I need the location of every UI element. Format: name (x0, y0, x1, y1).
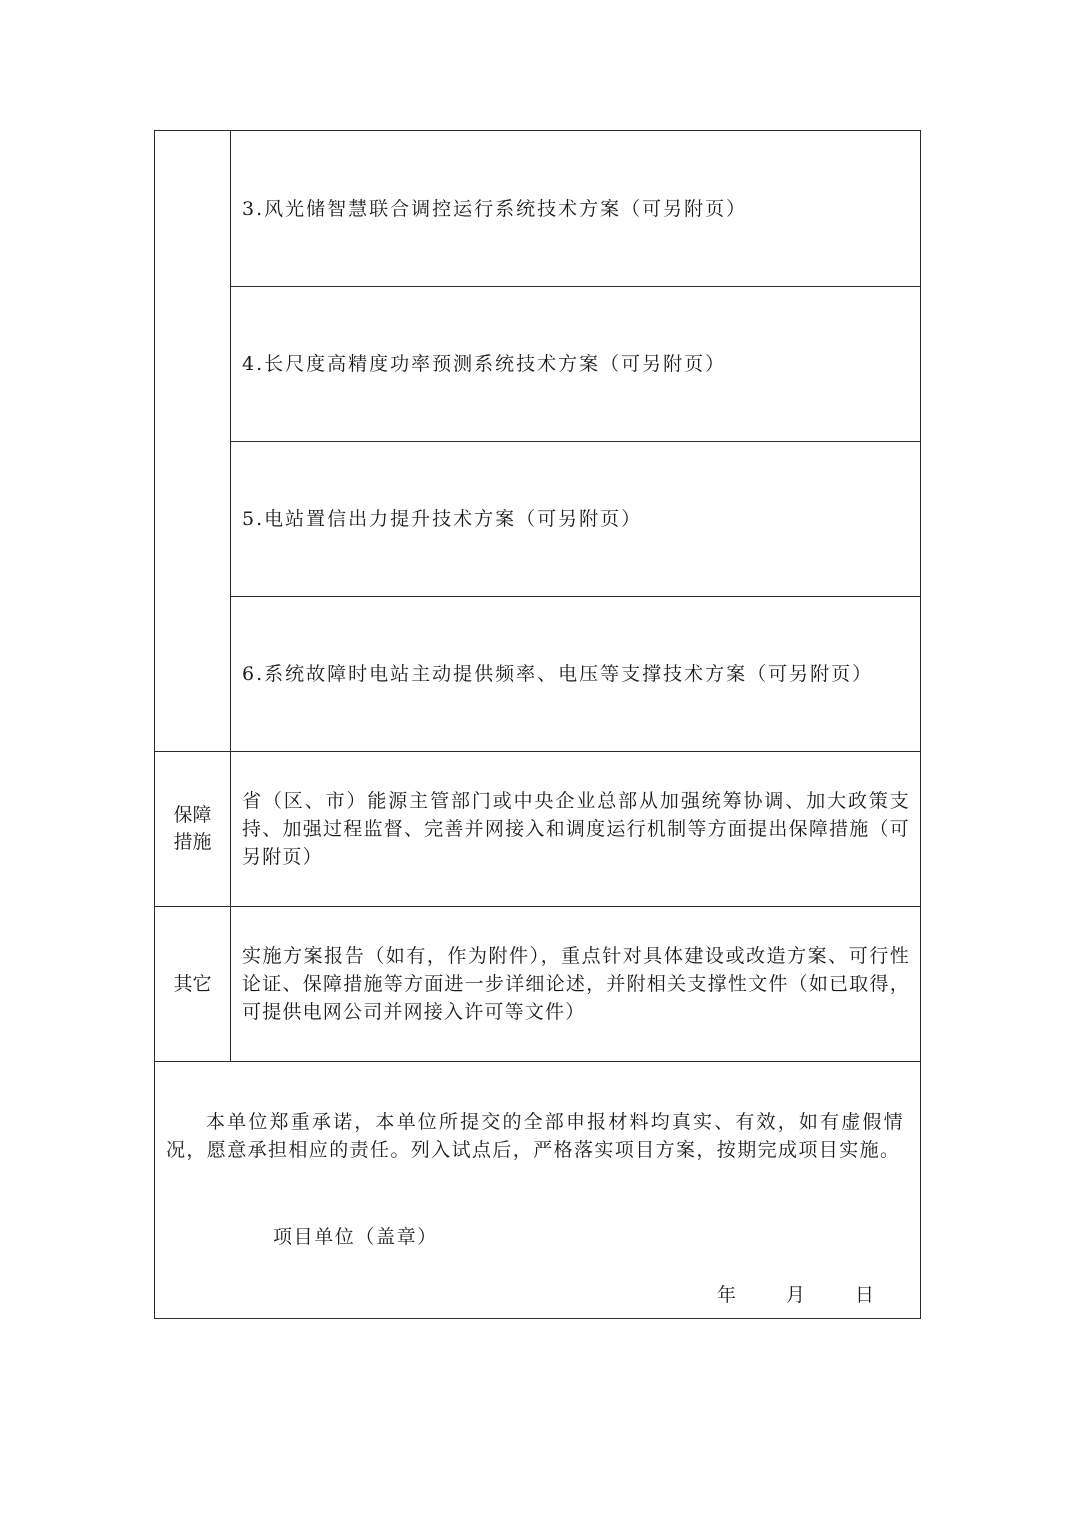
plan-cell (231, 442, 920, 596)
plan-item-label: 6.系统故障时电站主动提供频率、电压等支撑技术方案（可另附页） (242, 663, 874, 685)
others-heading: 其它 (155, 907, 231, 1061)
plan-cell (231, 131, 920, 286)
application-form-table (154, 130, 921, 1319)
section-label-cell (155, 131, 231, 286)
section-label-cell (155, 596, 231, 751)
safeguards-row (155, 751, 920, 906)
date-year-label: 年 (717, 1284, 737, 1306)
safeguards-heading-line1: 保障 (173, 804, 212, 826)
commitment-text: 本单位郑重承诺，本单位所提交的全部申报材料均真实、有效，如有虚假情况，愿意承担相应的责任。列入试点后，严格落实项目方案，按期完成项目实施。 (166, 1111, 904, 1161)
safeguards-heading (155, 752, 231, 906)
plan-item-label: 5.电站置信出力提升技术方案（可另附页） (242, 508, 643, 530)
signature-date (717, 1280, 874, 1307)
plan-row-6 (155, 596, 920, 751)
safeguards-heading-line2: 措施 (173, 831, 212, 853)
date-day-label: 日 (855, 1284, 875, 1306)
plan-cell (231, 597, 920, 751)
plan-row-4 (155, 286, 920, 441)
plan-item-label: 3.风光储智慧联合调控运行系统技术方案（可另附页） (242, 197, 748, 220)
plan-item-label: 4.长尺度高精度功率预测系统技术方案（可另附页） (242, 353, 727, 375)
plan-row-3 (155, 131, 920, 286)
others-content: 实施方案报告（如有，作为附件），重点针对具体建设或改造方案、可行性论证、保障措施等方面进一步详细论述，并附相关支撑性文件（如已取得，可提供电网公司并网接入许可等文件） (242, 945, 910, 1023)
safeguards-content: 省（区、市）能源主管部门或中央企业总部从加强统筹协调、加大政策支持、加强过程监督、完善并网接入和调度运行机制等方面提出保障措施（可另附页） (242, 790, 910, 868)
plan-row-5 (155, 441, 920, 596)
others-row (155, 906, 920, 1061)
plan-cell (231, 287, 920, 441)
project-unit-seal-label: 项目单位（盖章） (273, 1226, 438, 1248)
others-content-cell (231, 907, 920, 1061)
safeguards-content-cell (231, 752, 920, 906)
section-label-cell (155, 286, 231, 441)
section-label-cell (155, 441, 231, 596)
date-month-label: 月 (786, 1284, 806, 1306)
commitment-row (155, 1061, 920, 1318)
